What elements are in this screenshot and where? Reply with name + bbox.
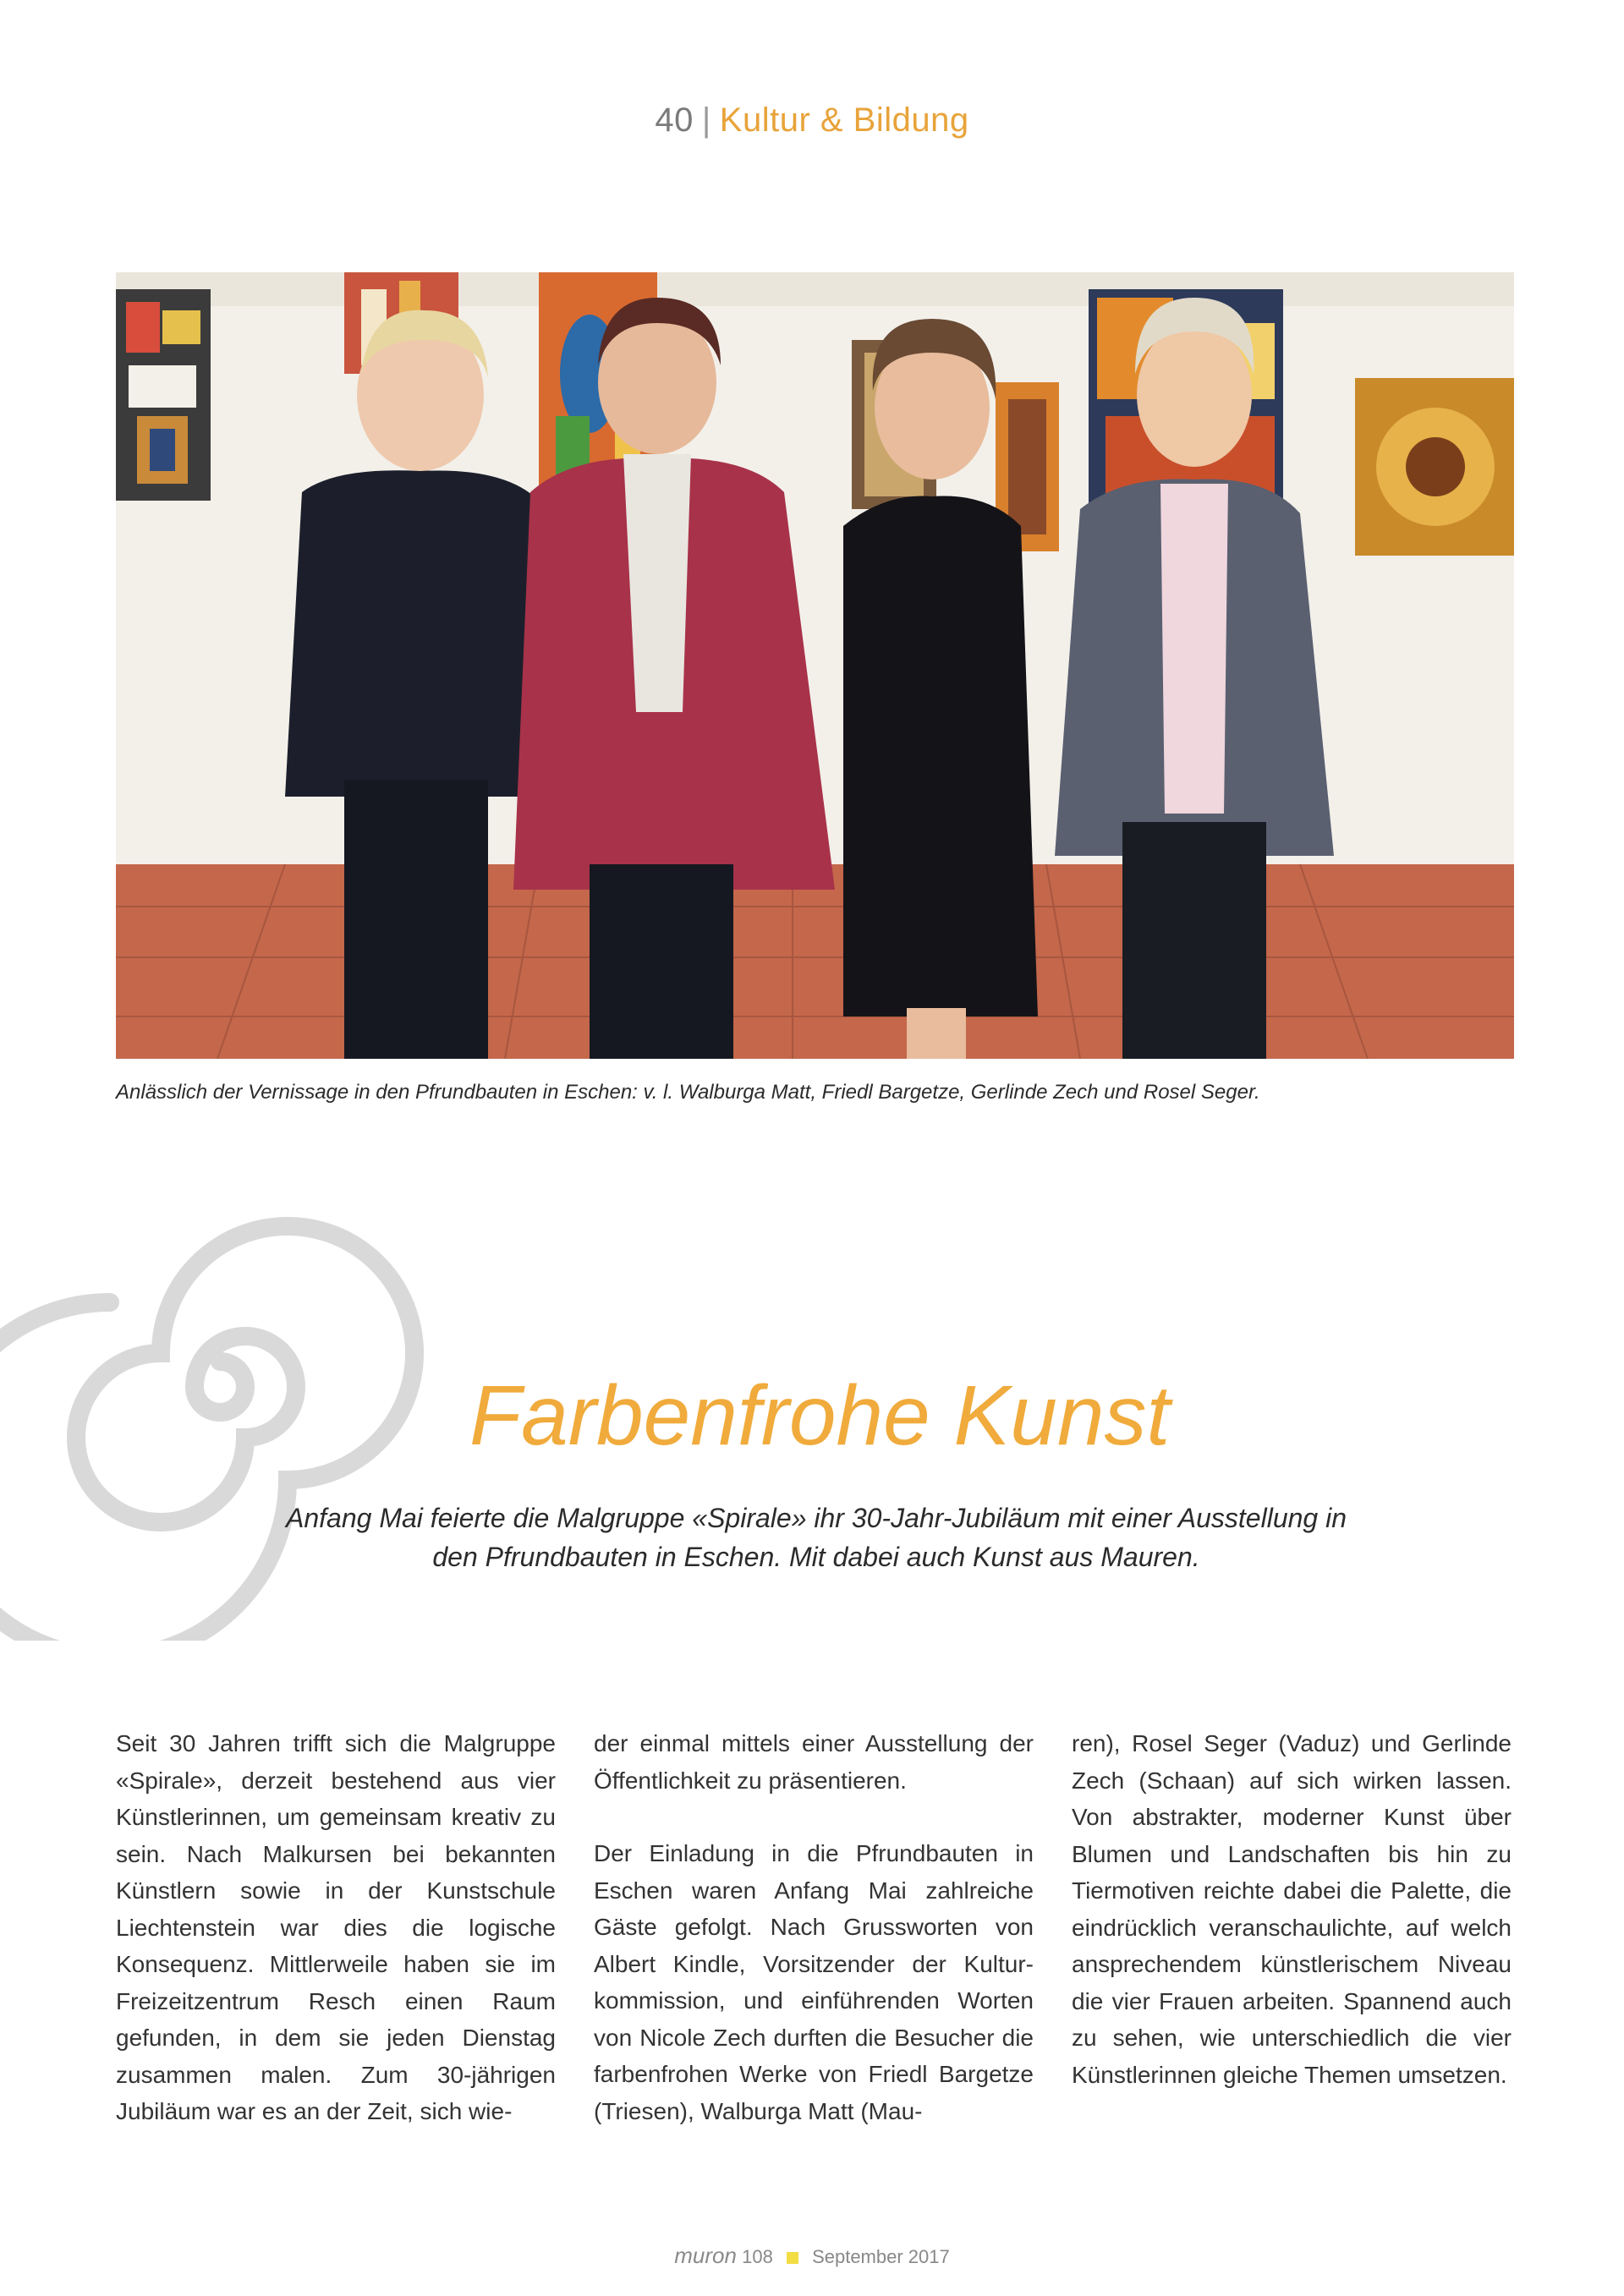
column-3 <box>1072 1725 1512 2093</box>
photo-caption: Anlässlich der Vernissage in den Pfrundbauten in Eschen: v. l. Walburga Matt, Friedl Bargetze, Gerlinde Zech und Rosel Seger. <box>116 1081 1260 1104</box>
paragraph: ren), Rosel Seger (Vaduz) und Gerlinde Zech (Schaan) auf sich wirken lassen. Von abstrakter, moderner Kunst über Blumen und Landschaften bis hin zu Tiermotiven reichte dabei die Palette, die eindrücklich veranschaulichte, auf welch ansprechendem künstlerischem Niveau die vier Frauen arbeiten. Spannend auch zu sehen, wie unterschiedlich die vier Künstlerinnen gleiche Themen umsetzen. <box>1072 1730 1512 2088</box>
painting-left-abstract <box>116 289 211 501</box>
issue-number: 108 <box>742 2246 773 2267</box>
article-lead <box>169 1499 1463 1576</box>
article-body <box>116 1725 1514 2131</box>
magazine-brand: muron <box>674 2243 737 2268</box>
column-1 <box>116 1725 556 2130</box>
page-number: 40 <box>655 101 694 139</box>
running-header <box>0 101 1624 140</box>
square-icon <box>787 2252 798 2264</box>
article-title: Farbenfrohe Kunst <box>469 1368 1171 1463</box>
header-separator: | <box>701 101 711 139</box>
issue-date: September 2017 <box>812 2246 950 2267</box>
lead-line-1: Anfang Mai feierte die Malgruppe «Spirale» ihr 30-Jahr-Jubiläum mit einer Ausstellung in <box>286 1503 1347 1533</box>
painting-seventh <box>1355 378 1514 556</box>
group-photo <box>116 272 1514 1059</box>
paragraph: Seit 30 Jahren trifft sich die Malgruppe «Spirale», derzeit bestehend aus vier Künstlerinnen, um gemeinsam kreativ zu sein. Nach Malkursen bei bekannten Künstlern sowie in der Kunstschule Liechtenstein war dies die logische Konsequenz. Mittlerweile haben sie im Freizeitzentrum Resch einen Raum gefunden, in dem sie jeden Dienstag zusammen malen. Zum 30-jährigen Jubiläum war es an der Zeit, sich wie- <box>116 1730 556 2124</box>
page-footer <box>0 2243 1624 2269</box>
paragraph: Der Einladung in die Pfrundbauten in Eschen waren Anfang Mai zahlreiche Gäste gefolgt. Nach Grussworten von Albert Kindle, Vorsitzender der Kulturkommission, und einführenden Worten von Nicole Zech durften die Besucher die farbenfrohen Werke von Friedl Bargetze (Triesen), Walburga Matt (Mau- <box>594 1840 1034 2124</box>
section-title: Kultur & Bildung <box>719 101 969 139</box>
column-2 <box>594 1725 1034 2129</box>
lead-line-2: den Pfrundbauten in Eschen. Mit dabei auch Kunst aus Mauren. <box>432 1542 1200 1572</box>
paragraph: der einmal mittels einer Ausstellung der Öffentlichkeit zu präsentieren. <box>594 1730 1034 1794</box>
